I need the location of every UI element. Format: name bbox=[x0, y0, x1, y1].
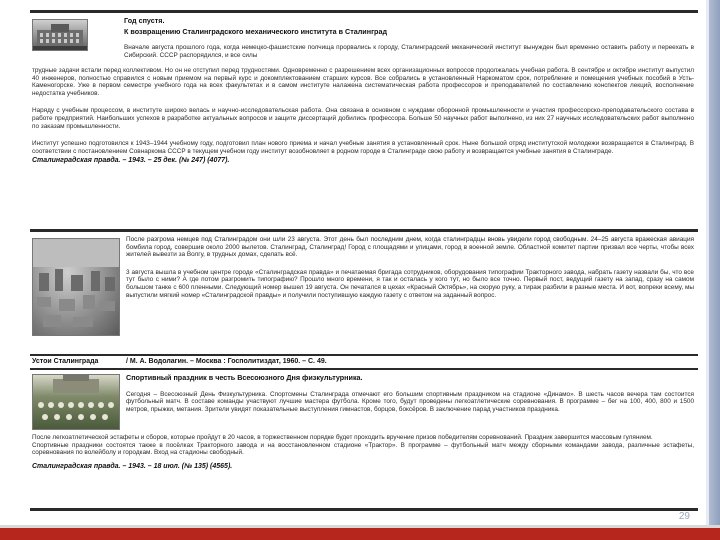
top-rule bbox=[30, 10, 698, 13]
section-rule bbox=[30, 229, 698, 232]
article-paragraph: После легкоатлетической эстафеты и сборов, которые пройдут в 20 часов, в торжественном порядке будет проходить вручение призов победителям соревнований. Праздник завершится массовым гулянием. bbox=[32, 434, 653, 441]
article-title: К возвращению Сталинградского механического института в Сталинград bbox=[124, 26, 388, 36]
article-paragraph: Сегодня – Всесоюзный День Физкультурника. Спортсмены Сталинграда отмечают его большим спортивным праздником на стадионе «Динамо». В шесть часов вечера там состоится футбольный матч. В составе команды участвуют лучшие мастера футбола. Кроме того, будут проведены легкоатлетические соревнования. В программе – бег на 100, 400, 800 и 1500 метров, прыжки, метания. Зрители увидят показательные выступления гимнастов, борцов, боксёров. В заключение парад участников праздника. bbox=[126, 390, 694, 413]
bottom-rule bbox=[30, 508, 698, 511]
article-header: Год спустя. bbox=[124, 16, 165, 25]
sports-parade-photo bbox=[32, 374, 120, 430]
article-city-ruins bbox=[30, 234, 698, 354]
book-citation: / М. А. Водолагин. – Москва : Госполитиздат, 1960. – С. 49. bbox=[126, 358, 327, 365]
newspaper-clippings bbox=[30, 10, 698, 515]
section-rule bbox=[30, 354, 698, 356]
article-paragraph: После разгрома немцев под Сталинградом они шли 23 августа. Этот день был последним днем, когда сталинградцы вновь увидели город свободным. 24–25 августа вражеская авиация бомбила город, совершив около 2000 вылетов. Сталинград, Сталинград! Город с площадями и улицами, город в военной земле. Областной комитет партии призвал все черты, чтобы всех жителей вывезти за Волгу, в трудных домах, сделать всё. bbox=[126, 236, 694, 259]
parade-icon bbox=[33, 375, 119, 429]
book-title: Устои Сталинграда bbox=[32, 358, 99, 365]
article-paragraph: 3 августа вышла в учебном центре городе «Сталинградская правда» и печатаемая бригада сотрудников, оборудования типографии Тракторного завода, набрать газету назвали бы, что все тут было с ними? А где потом разгромить типографию? Прошло много времени, я так и осталась у кого тут, но было все точно. Первый пост, ведущий газету на запад, сразу на самом большом танке с 600 пленными. Следующий номер вышел 19 августа. Он печатался в цехах «Красный Октябрь», на скорую руку, а тираж разбили в разные места. И вот, вопреки всему, мы выпустили мягкий номер «Сталинградской правды» и получили поступившую каждую газету с ответом на заданный вопрос. bbox=[126, 268, 694, 299]
article-sports-festival bbox=[30, 372, 698, 508]
article-paragraph: Спортивные праздники состоятся также в посёлках Тракторного завода и на восстановленном стадионе «Трактор». В программе – футбольный матч между сборными командами завода, различные эстафеты, соревнования по волейболу и городкам. Вход на стадионы свободный. bbox=[32, 441, 694, 457]
book-caption-row bbox=[30, 358, 698, 368]
article-paragraph: Вначале августа прошлого года, когда немецко-фашистские полчища прорвались к городу, Сталинградский механический институт вынужден был временно оставить работу и переехать в Сибирский. СССР распорядился, и все силы bbox=[124, 44, 694, 59]
article-institute-return bbox=[30, 15, 698, 229]
article-paragraph: трудные задачи встали перед коллективом. Но он не отступил перед трудностями. Одновременно с разрешением всех организационных вопросов продолжалась учебная работа. В сентябре и октябре институт выпустил 40 инженеров, полностью справился с новым приемом на первый курс и докомплектованием старших курсов. Все собрались в установленный Наркоматом срок, потребление и помещения учебных пособий в Усть-Каменогорске. Уже в первом семестре учебного года на всех факультетах и в самом институте налажена систематическая работа профессоров и преподавателей по составлению конспектов лекций, восполнение недостатка учебников. bbox=[32, 67, 694, 97]
section-rule bbox=[30, 368, 698, 370]
article-paragraph: Наряду с учебным процессом, в институте широко велась и научно-исследовательская работа. Она связана в основном с нуждами оборонной промышленности и участия профессорско-преподавательского состава в работе предприятий. Наибольших успехов в разработке актуальных вопросов и защите диссертаций добились профессора. Больше 50 научных работ выполнено, из них 27 научных исследовательских работ выполнено по заказам промышленности. bbox=[32, 107, 694, 130]
bottom-decor-bar bbox=[0, 528, 720, 540]
source-caption: Сталинградская правда. – 1943. – 25 дек. (№ 247) (4077). bbox=[32, 157, 230, 165]
article-title: Спортивный праздник в честь Всесоюзного Дня физкультурника. bbox=[126, 373, 363, 382]
ruins-icon bbox=[33, 239, 119, 335]
city-ruins-photo bbox=[32, 238, 120, 336]
page-number: 29 bbox=[678, 511, 690, 522]
institute-building-photo bbox=[32, 19, 88, 51]
article-paragraph: Институт успешно подготовился к 1943–1944 учебному году, подготовил план нового приема и начал учебные занятия в установленный срок. Ныне большой отряд институтской молодежи возвращается в Сталинград. В соответствии с постановлением Совнаркома СССР в текущем учебном году институт возобновляет в родном городе в Сталинграде свою работу и возвращается учебные занятия в Сталинграде. bbox=[32, 140, 694, 155]
right-decor-bar bbox=[706, 0, 720, 540]
building-icon bbox=[33, 20, 87, 50]
source-caption: Сталинградская правда. – 1943. – 18 июл. (№ 135) (4565). bbox=[32, 462, 233, 470]
